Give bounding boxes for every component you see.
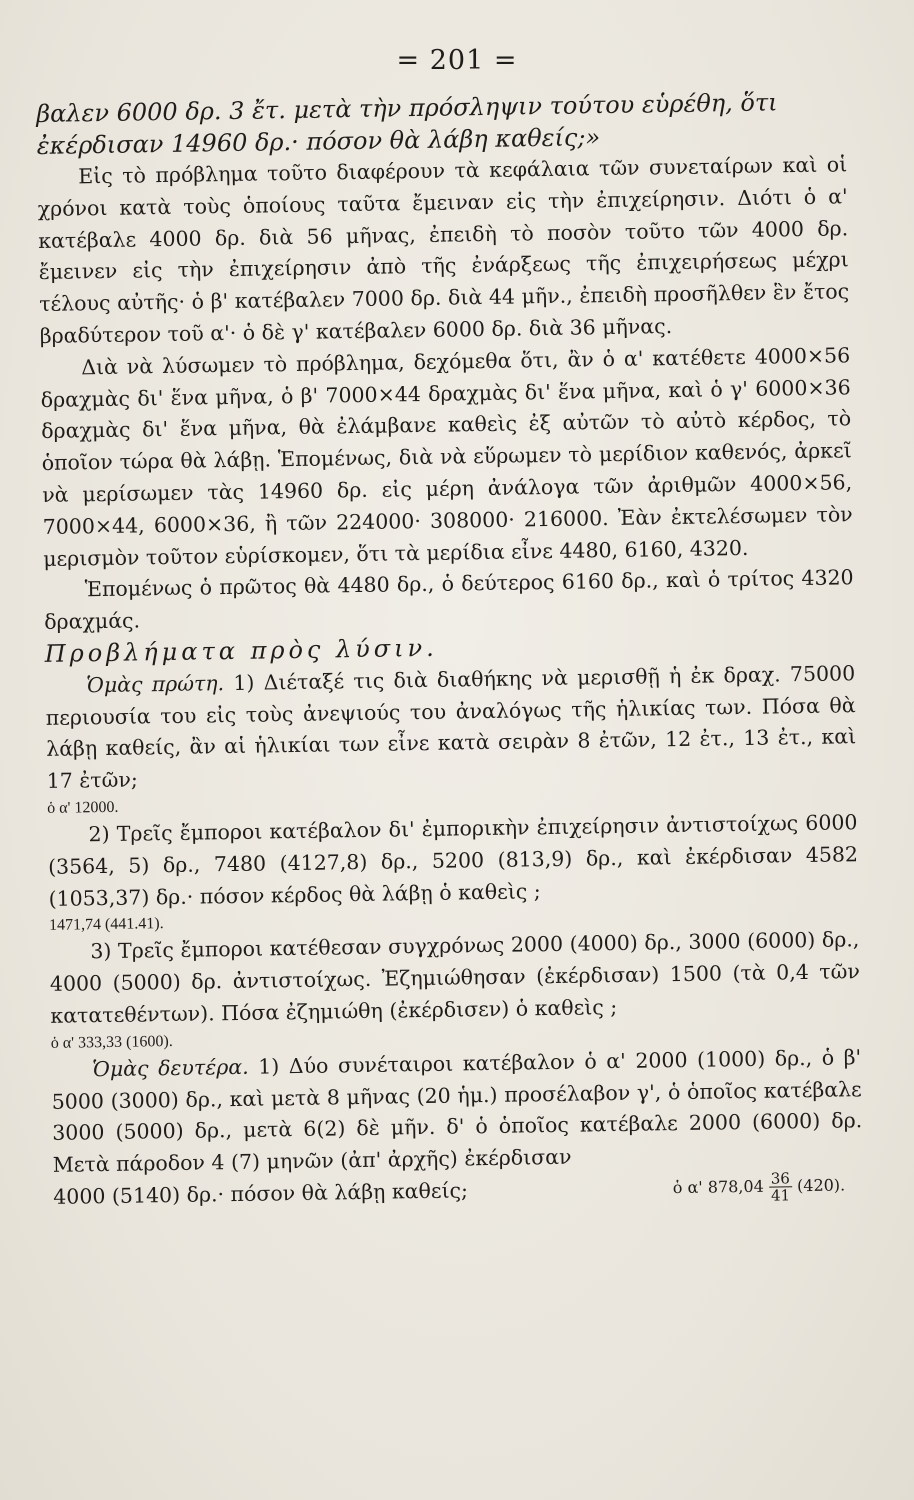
section-heading: Προβλήματα πρὸς λύσιν.	[44, 633, 438, 668]
page-body	[36, 85, 863, 1214]
problem-4-answer	[673, 1169, 846, 1205]
problem-1-text: 1) Διέταξέ τις διὰ διαθήκης νὰ μερισθῇ ἡ ἐκ δραχ. 75000 περιουσία του εἰς τοὺς ἀνεψιούς του ἀναλόγως τῆς ἡλικίας των. Πόσα θὰ λάβῃ καθείς, ἂν αἱ ἡλικίαι των εἶνε κατὰ σειρὰν 8 ἐτῶν, 12 ἐτ., 13 ἐτ., καὶ 17 ἐτῶν;	[45, 660, 857, 794]
problem-2-answer: 1471,74 (441.41).	[48, 915, 164, 935]
problem-4-answer-prefix: ὁ α' 878,04	[672, 1176, 764, 1198]
group-label-first: Ὁμὰς πρώτη.	[86, 670, 225, 698]
group-label-second: Ὁμὰς δευτέρα.	[92, 1054, 249, 1081]
fraction-numerator: 36	[770, 1169, 790, 1188]
problem-1-answer: ὁ α' 12000.	[47, 798, 119, 817]
intro-line-1: βαλεν 6000 δρ. 3 ἔτ. μετὰ τὴν πρόσληψιν τούτου εὑρέθη, ὅτι	[36, 88, 778, 128]
problem-4-answer-suffix: (420).	[796, 1175, 846, 1196]
problem-3-answer: ὁ α' 333,33 (1600).	[50, 1032, 173, 1052]
paragraph-solution: Διὰ νὰ λύσωμεν τὸ πρόβλημα, δεχόμεθα ὅτι, ἂν ὁ α' κατέθετε 4000×56 δραχμὰς δι' ἕνα μῆνα, ὁ β' 7000×44 δραχμὰς δι' ἕνα μῆνα, καὶ ὁ γ' 6000×36 δραχμὰς δι' ἕνα μῆνα, θὰ ἐλάμβανε καθεὶς ἐξ αὐτῶν τὸ αὐτὸ κέρδος, τὸ ὁποῖον τώρα θὰ λάβῃ. Ἑπομένως, διὰ νὰ εὕρωμεν τὸ μερίδιον καθενός, ἀρκεῖ νὰ μερίσωμεν τὰς 14960 δρ. εἰς μέρη ἀνάλογα τῶν ἀριθμῶν 4000×56, 7000×44, 6000×36, ἢ τῶν 224000· 308000· 216000. Ἐὰν ἐκτελέσωμεν τὸν μερισμὸν τοῦτον εὑρίσκομεν, ὅτι τὰ μερίδια εἶνε 4480, 6160, 4320.	[40, 343, 853, 571]
problem-4-text: 1) Δύο συνέταιροι κατέβαλον ὁ α' 2000 (1000) δρ., ὁ β' 5000 (3000) δρ., καὶ μετὰ 8 μῆνας (20 ἡμ.) προσέλαβον γ', ὁ ὁποῖος κατέβαλε 3000 (5000) δρ., μετὰ 6(2) δὲ μῆν. δ' ὁ ὁποῖος κατέβαλε 2000 (6000) δρ. Μετὰ πάροδον 4 (7) μηνῶν (ἀπ' ἀρχῆς) ἐκέρδισαν	[51, 1044, 863, 1177]
fraction	[769, 1170, 793, 1203]
intro-line-2: ἐκέρδισαν 14960 δρ.· πόσον θὰ λάβη καθείς;»	[36, 123, 601, 160]
paragraph-explanation: Εἰς τὸ πρόβλημα τοῦτο διαφέρουν τὰ κεφάλαια τῶν συνεταίρων καὶ οἱ χρόνοι κατὰ τοὺς ὁποίους ταῦτα ἔμειναν εἰς τὴν ἐπιχείρησιν. Διότι ὁ α' κατέβαλε 4000 δρ. διὰ 56 μῆνας, ἐπειδὴ τὸ ποσὸν τοῦτο τῶν 4000 δρ. ἔμεινεν εἰς τὴν ἐπιχείρησιν ἀπὸ τῆς ἐνάρξεως τῆς ἐπιχειρήσεως μέχρι τέλους αὐτῆς· ὁ β' κατέβαλεν 7000 δρ. διὰ 44 μῆν., ἐπειδὴ προσῆλθεν ἓν ἔτος βραδύτερον τοῦ α'· ὁ δὲ γ' κατέβαλεν 6000 δρ. διὰ 36 μῆνας.	[37, 152, 850, 348]
problem-3: 3) Τρεῖς ἔμποροι κατέθεσαν συγχρόνως 2000 (4000) δρ., 3000 (6000) δρ., 4000 (5000) δρ. ἀντιστοίχως. Ἐζημιώθησαν (ἐκέρδισαν) 1500 (τὰ 0,4 τῶν κατατεθέντων). Πόσα ἐζημιώθη (ἐκέρδισεν) ὁ καθεὶς ;	[49, 927, 861, 1028]
problem-1	[45, 658, 857, 798]
problem-2: 2) Τρεῖς ἔμποροι κατέβαλον δι' ἐμπορικὴν ἐπιχείρησιν ἀντιστοίχως 6000 (3564, 5) δρ., 7480 (4127,8) δρ., 5200 (813,9) δρ., καὶ ἐκέρδισαν 4582 (1053,37) δρ.· πόσον κέρδος θὰ λάβῃ ὁ καθεὶς ;	[47, 810, 859, 911]
fraction-denominator: 41	[770, 1186, 791, 1205]
problem-4	[51, 1042, 863, 1182]
paragraph-result: Ἑπομένως ὁ πρῶτος θὰ 4480 δρ., ὁ δεύτερος 6160 δρ., καὶ ὁ τρίτος 4320 δραχμάς.	[44, 565, 854, 635]
problem-4-last-text: 4000 (5140) δρ.· πόσον θὰ λάβῃ καθείς;	[53, 1178, 469, 1209]
page-number: = 201 =	[396, 45, 518, 76]
